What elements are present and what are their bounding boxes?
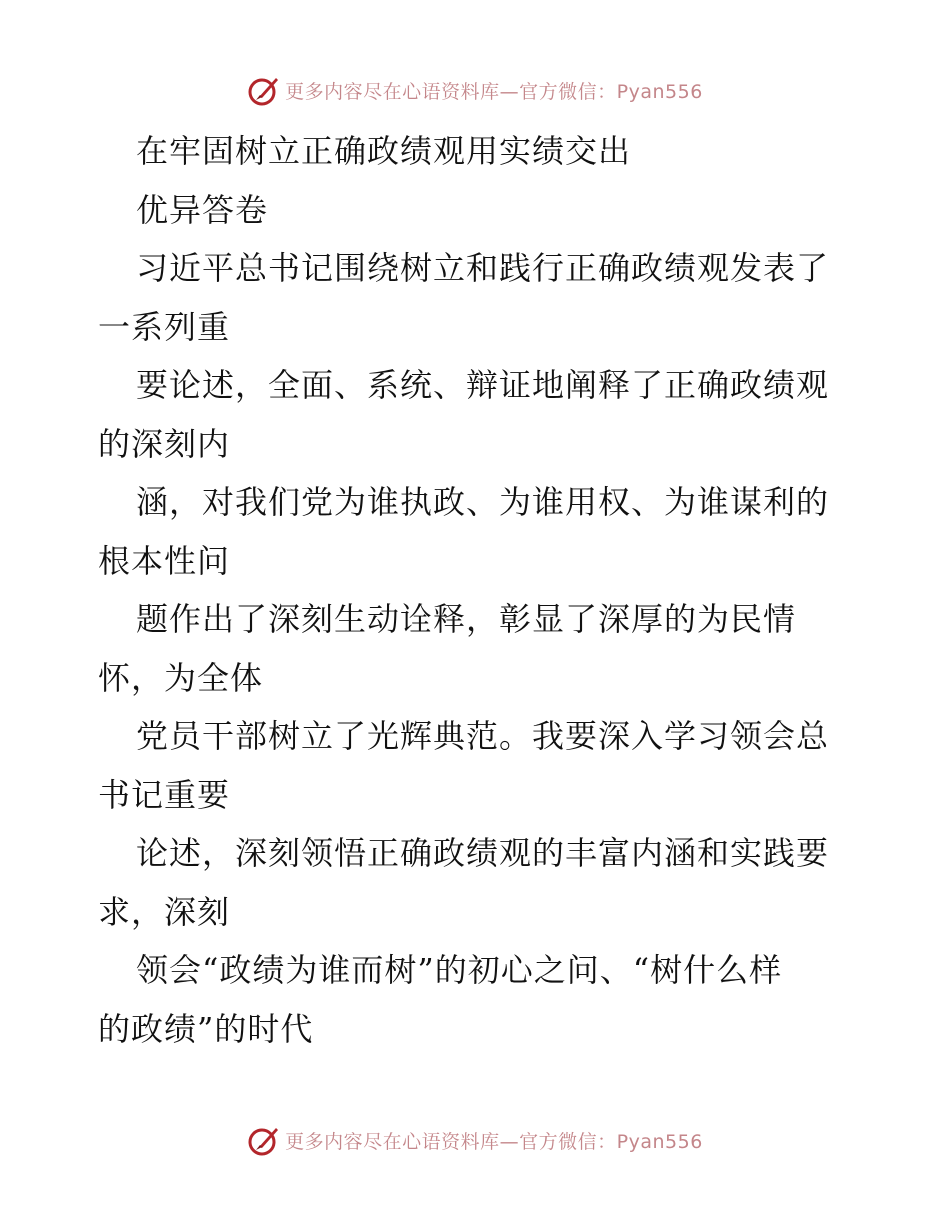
banner-text: 更多内容尽在心语资料库—官方微信：Pyan556 (285, 80, 703, 103)
header-banner (0, 70, 950, 110)
document-body (98, 122, 858, 1058)
text-line: 的政绩”的时代 (98, 1009, 314, 1048)
text-line: 论述，深刻领悟正确政绩观的丰富内涵和实践要 (136, 834, 830, 872)
text-line: 要论述，全面、系统、辩证地阐释了正确政绩观 (136, 366, 830, 404)
text-line: 一系列重 (98, 307, 231, 346)
text-line: 习近平总书记围绕树立和践行正确政绩观发表了 (136, 249, 830, 287)
text-line: 党员干部树立了光辉典范。我要深入学习领会总 (136, 717, 830, 755)
text-line: 在牢固树立正确政绩观用实绩交出 (136, 132, 632, 170)
text-line: 涵，对我们党为谁执政、为谁用权、为谁谋利的 (136, 483, 830, 521)
text-line: 根本性问 (98, 541, 231, 580)
text-line: 怀，为全体 (98, 658, 264, 697)
text-line: 求，深刻 (98, 892, 231, 931)
text-line: 优异答卷 (136, 190, 269, 229)
quill-logo-icon (247, 1123, 281, 1157)
text-line: 的深刻内 (98, 424, 231, 463)
text-line: 题作出了深刻生动诠释，彰显了深厚的为民情 (136, 600, 797, 638)
footer-banner (0, 1120, 950, 1160)
quill-logo-icon (247, 73, 281, 107)
banner-text: 更多内容尽在心语资料库—官方微信：Pyan556 (285, 1130, 703, 1153)
text-line: 书记重要 (98, 775, 231, 814)
text-line: 领会“政绩为谁而树”的初心之问、“树什么样 (136, 951, 783, 989)
